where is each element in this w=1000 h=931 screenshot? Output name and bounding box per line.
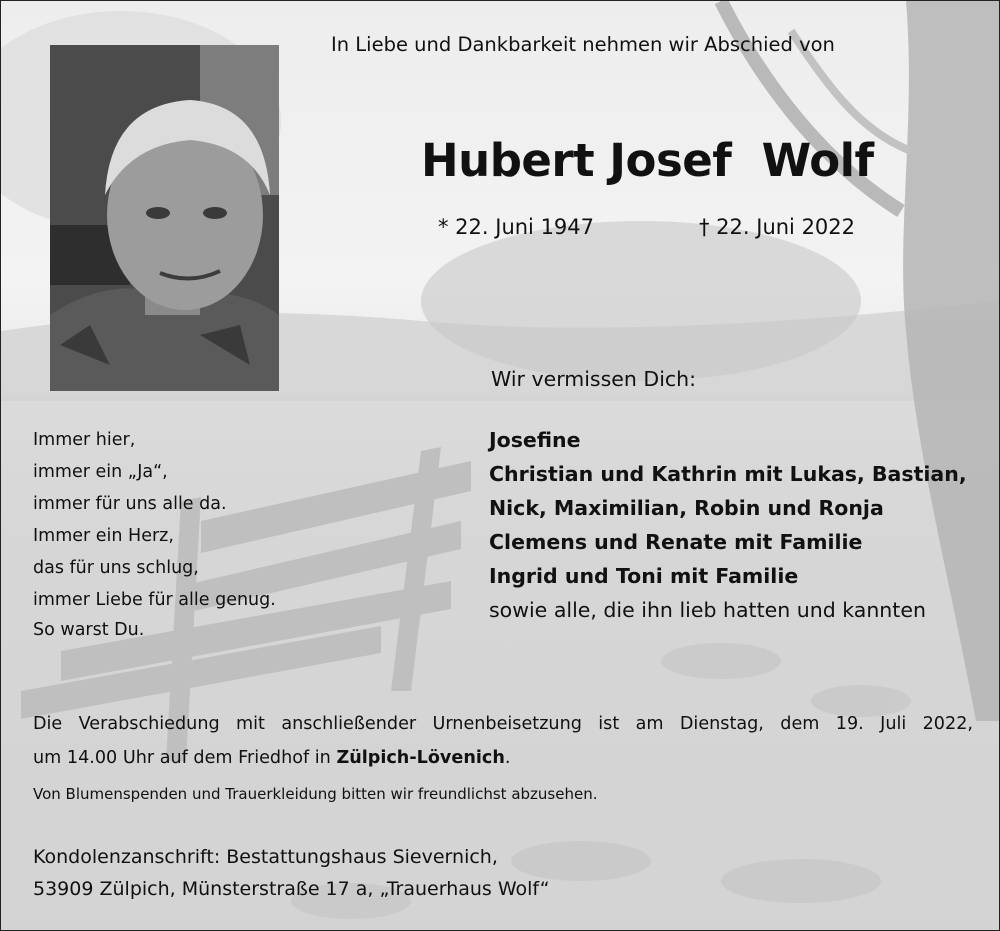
- portrait-photo: [50, 45, 279, 391]
- poem-line: immer für uns alle da.: [33, 494, 227, 514]
- flowers-note: Von Blumenspenden und Trauerkleidung bitten wir freundlichst abzusehen.: [33, 785, 598, 803]
- poem-line: immer Liebe für alle genug.: [33, 590, 276, 610]
- birth-date: * 22. Juni 1947: [438, 215, 595, 239]
- condolence-line: Kondolenzanschrift: Bestattungshaus Sievernich,: [33, 846, 498, 868]
- family-member: Ingrid und Toni mit Familie: [489, 564, 799, 588]
- condolence-line: 53909 Zülpich, Münsterstraße 17 a, „Trauerhaus Wolf“: [33, 878, 550, 900]
- death-date: † 22. Juni 2022: [699, 215, 856, 239]
- condolence-address: [33, 841, 550, 905]
- family-list: [489, 423, 967, 627]
- poem-line: das für uns schlug,: [33, 558, 199, 578]
- service-line-2: um 14.00 Uhr auf dem Friedhof in Zülpich-Lövenich.: [33, 748, 511, 768]
- intro-line: In Liebe und Dankbarkeit nehmen wir Abschied von: [331, 33, 835, 56]
- cemetery-place: Zülpich-Lövenich: [336, 748, 505, 768]
- deceased-name: Hubert Josef Wolf: [421, 134, 874, 187]
- family-member: Nick, Maximilian, Robin und Ronja: [489, 496, 884, 520]
- service-line-1: Die Verabschiedung mit anschließender Urnenbeisetzung ist am Dienstag, dem 19. Juli 2022,: [33, 714, 973, 734]
- family-member: Clemens und Renate mit Familie: [489, 530, 863, 554]
- poem-line: Immer ein Herz,: [33, 526, 174, 546]
- poem: [33, 424, 276, 616]
- miss-heading: Wir vermissen Dich:: [491, 367, 697, 391]
- poem-line: immer ein „Ja“,: [33, 462, 168, 482]
- poem-line: Immer hier,: [33, 430, 136, 450]
- family-member: Christian und Kathrin mit Lukas, Bastian,: [489, 462, 967, 486]
- family-closing: sowie alle, die ihn lieb hatten und kannten: [489, 598, 926, 622]
- poem-end: So warst Du.: [33, 620, 145, 640]
- service-info: [33, 707, 973, 775]
- family-member: Josefine: [489, 428, 581, 452]
